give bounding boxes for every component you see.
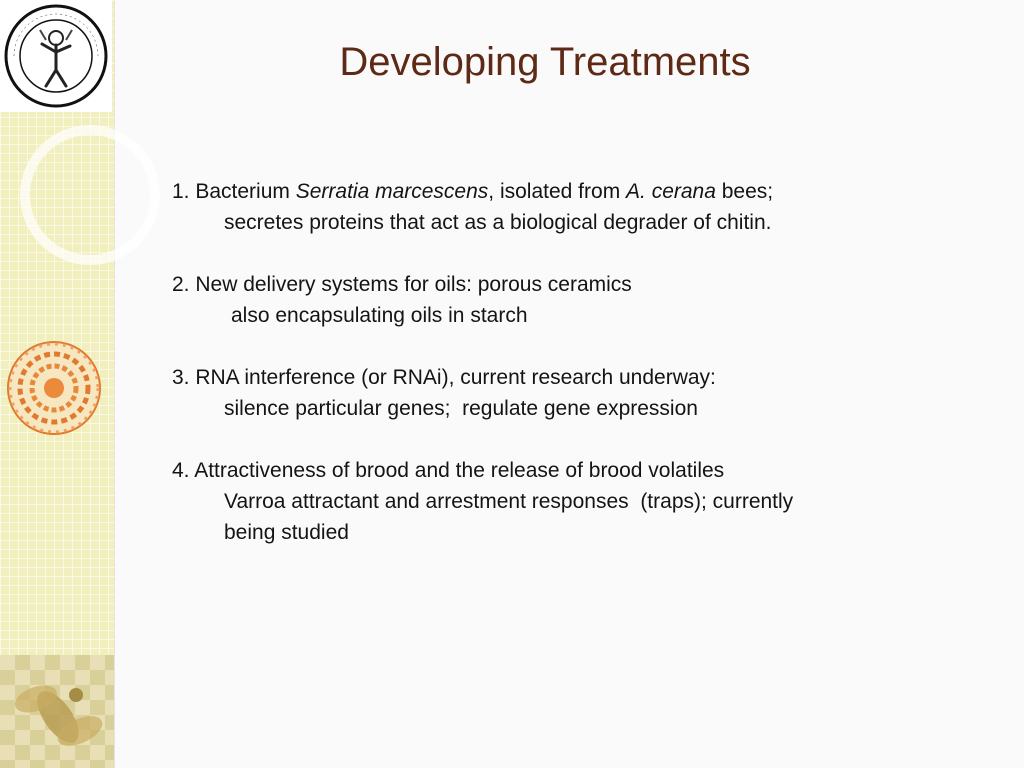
list-item-4-line-1: 4. Attractiveness of brood and the release of brood volatiles	[172, 459, 725, 482]
list-item-1-line-1: 1. Bacterium Serratia marcescens, isolated from A. cerana bees;	[172, 180, 774, 203]
treatments-list	[172, 176, 972, 548]
list-item-3-line-2: silence particular genes; regulate gene expression	[224, 397, 698, 420]
logo	[0, 0, 112, 112]
list-item-4-line-2: Varroa attractant and arrestment responses (traps); currently	[224, 490, 794, 513]
list-item-1-line-2: secretes proteins that act as a biological degrader of chitin.	[224, 211, 772, 234]
logo-seal-icon	[0, 0, 112, 112]
bee-icon	[8, 669, 108, 755]
slide-title: Developing Treatments	[339, 40, 751, 84]
checkered-pattern	[0, 655, 114, 768]
list-item-4-line-3: being studied	[224, 521, 349, 544]
left-decorative-band	[0, 0, 115, 768]
list-item-2-line-2: also encapsulating oils in starch	[231, 304, 528, 327]
honeycomb-ornament-icon	[6, 340, 102, 436]
list-item-3-line-1: 3. RNA interference (or RNAi), current research underway:	[172, 366, 716, 389]
list-item-2-line-1: 2. New delivery systems for oils: porous ceramics	[172, 273, 632, 296]
arc-decoration	[20, 125, 160, 265]
